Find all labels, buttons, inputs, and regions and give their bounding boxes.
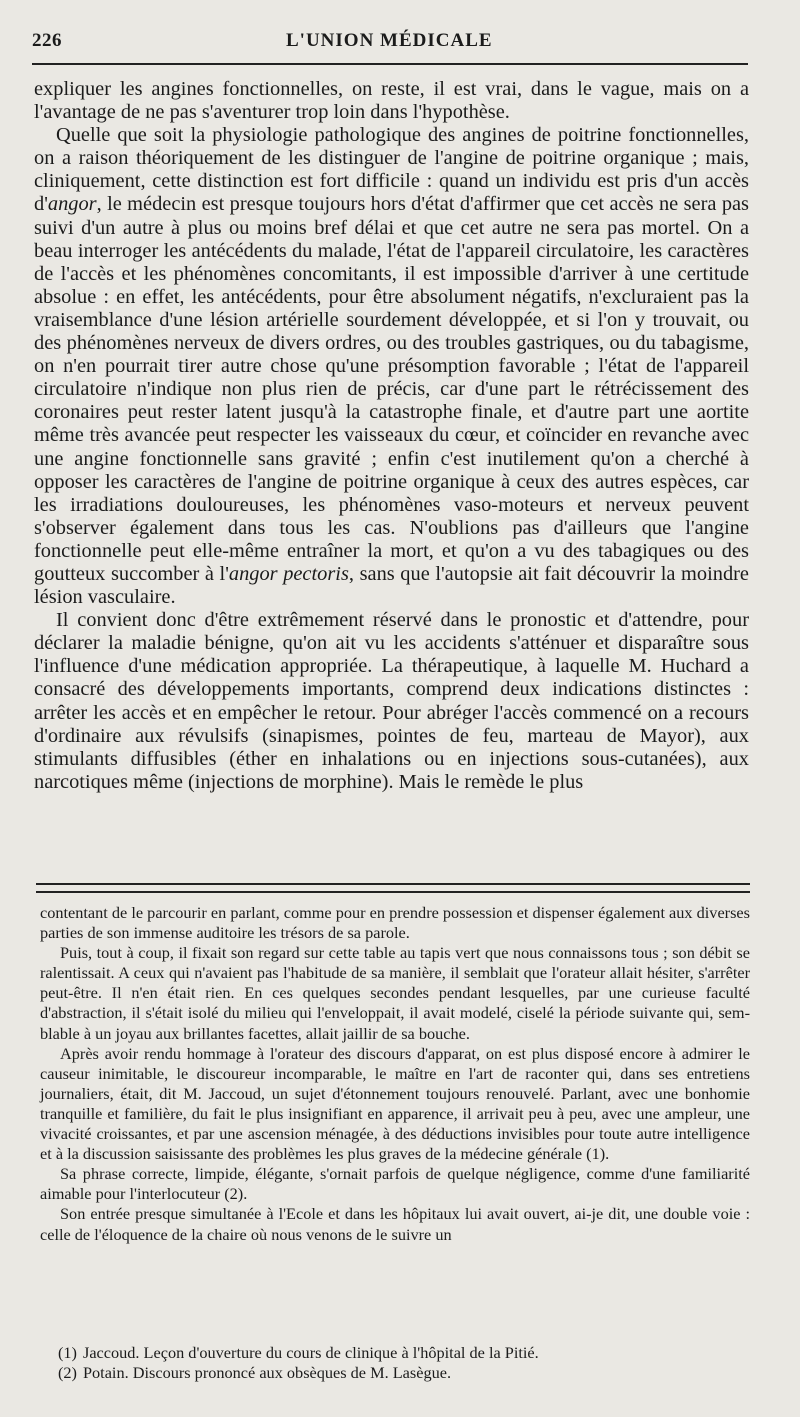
footnote-2-text: Potain. Discours prononcé aux obsèques de M. Lasègue. (82, 1363, 452, 1382)
feuilleton-text (40, 903, 750, 1245)
italic-angor-pectoris: angor pectoris (228, 562, 349, 585)
note-paragraph-2: Puis, tout à coup, il fixait son regard sur cette table au tapis vert que nous connaissons tous ; son débit se ralentissait. A ceux qui n'avaient pas l'habitude de sa manière, il semblait que l'orateur allait hésiter, s'arrêter peut-être. Il n'en était rien. En ces quelques secondes pendant lesquelles, par une curieuse faculté d'abstraction, il s'était isolé du milieu qui l'enveloppait, il avait modelé, ciselé la période suivante qui, semblable à un joyau aux brillantes facettes, allait jaillir de sa bouche. (40, 943, 750, 1043)
page-number: 226 (32, 30, 62, 51)
note-paragraph-5: Son entrée presque simultanée à l'Ecole et dans les hôpitaux lui avait ouvert, ai-je dit, une double voie : celle de l'éloquence de la chaire où nous venons de le suivre un (40, 1204, 750, 1244)
paragraph-2 (34, 124, 749, 609)
section-divider (36, 883, 750, 893)
footnote-2-mark: (2) (58, 1363, 77, 1382)
footnote-2 (58, 1363, 748, 1383)
note-paragraph-4: Sa phrase correcte, limpide, élégante, s'ornait parfois de quelque négligence, comme d'une familiarité aimable pour l'interlocuteur (2). (40, 1164, 750, 1204)
paragraph-3: Il convient donc d'être extrêmement réservé dans le pronostic et d'attendre, pour déclarer la maladie bénigne, qu'on ait vu les accidents s'atténuer et disparaître sous l'influence d'une médication appropriée. La thérapeutique, à laquelle M. Huchard a consacré des développements importants, comprend deux indications distinctes : arrêter les accès et en empêcher le retour. Pour abréger l'accès commencé on a recours d'ordinaire aux révulsifs (sinapismes, pointes de feu, marteau de Mayor), aux stimulants diffusibles (éther en inhalations ou en injections sous-cutanées), aux narcotiques même (injections de morphine). Mais le remède le plus (34, 609, 749, 793)
footnotes (58, 1343, 748, 1383)
paragraph-2-part-1: Quelle que soit la physiologie pathologique des angines de poitrine fonctionnelles, on a raison théoriquement de les distinguer de l'angine de poitrine organique ; mais, cliniquement, cette distinction est fort difficile : quand un individu est pris d'un accès d' (34, 124, 749, 216)
paragraph-2-part-2: , le médecin est presque toujours hors d'état d'affirmer que cet accès ne sera pas suivi d'un autre à plus ou moins bref délai et que cet autre ne sera pas mortel. On a beau interroger les antécédents du malade, l'état de l'appareil circulatoire, les caractères de l'accès et les phénomènes concomitants, il est impossible d'arriver à une certitude absolue : en effet, les antécédents, pour être absolument négatifs, n'excluraient pas la vraisemblance d'une lésion artérielle sourdement développée, et si l'on y trouvait, ou des phénomènes nerveux de divers ordres, ou des troubles gastriques, ou du tabagisme, on n'en pourrait tirer autre chose qu'une présomption favorable ; l'état de l'appareil circulatoire n'indique non plus rien de précis, car d'une part le rétrécissement des coronaires peut rester latent jusqu'à la catastrophe finale, et d'autre part une aortite même très avancée peut respecter les vaisseaux du cœur, et coïncider en revanche avec une angine fonctionnelle sans gravité ; enfin c'est inutilement qu'on a cherché à opposer les caractères de l'angine de poitrine organique à ceux des autres espèces, car les irradiations douloureuses, les phénomènes vaso-moteurs et nerveux peuvent s'observer également dans tous les cas. N'oublions pas d'ailleurs que l'angine fonctionnelle peut elle-même entraîner la mort, et qu'on a vu des tabagiques ou des goutteux succomber à l' (34, 193, 749, 585)
footnote-1-mark: (1) (58, 1343, 77, 1362)
paragraph-1: expliquer les angines fonctionnelles, on reste, il est vrai, dans le vague, mais on a l'avantage de ne pas s'aventurer trop loin dans l'hypothèse. (34, 78, 749, 124)
page-header (32, 26, 748, 60)
note-paragraph-1: contentant de le parcourir en parlant, comme pour en prendre possession et dispenser également aux diverses parties de son immense auditoire les trésors de sa parole. (40, 903, 750, 943)
main-text (34, 78, 749, 794)
italic-angor: angor (47, 193, 97, 216)
footnote-1 (58, 1343, 748, 1363)
header-rule (32, 63, 748, 65)
running-title: L'UNION MÉDICALE (286, 30, 493, 51)
note-paragraph-3: Après avoir rendu hommage à l'orateur des discours d'apparat, on est plus disposé encore à admirer le causeur inimitable, le discoureur incomparable, le maître en l'art de raconter qui, dans ses entretiens journaliers, était, dit M. Jaccoud, un sujet d'étonnement toujours renouvelé. Parlant, avec une bonhomie tranquille et familière, du fait le plus insignifiant en apparence, il arrivait peu à peu, avec une ampleur, une vivacité croissantes, et par une ascension ménagée, à des déductions invisibles pour toute autre intelligence et à la discussion saisissante des problèmes les plus graves de la médecine générale (1). (40, 1043, 750, 1164)
paragraph-2-part-3: , sans que l'autopsie ait fait découvrir la moindre lésion vasculaire. (34, 562, 749, 609)
footnote-1-text: Jaccoud. Leçon d'ouverture du cours de clinique à l'hôpital de la Pitié. (82, 1343, 539, 1362)
